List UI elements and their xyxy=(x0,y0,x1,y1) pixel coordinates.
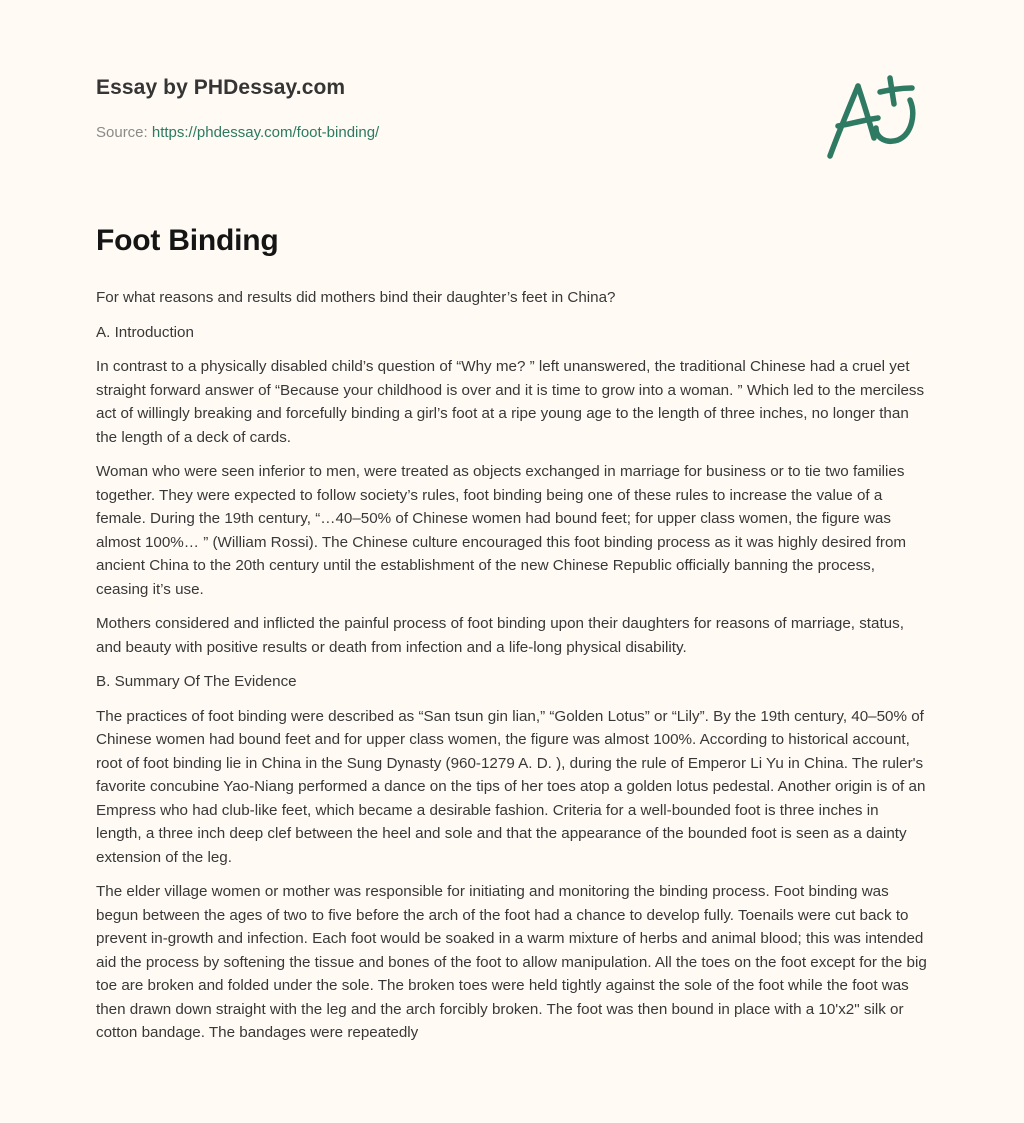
source-line xyxy=(96,124,379,141)
a-plus-grade-icon xyxy=(824,68,928,164)
paragraph: Mothers considered and inflicted the painful process of foot binding upon their daughters for reasons of marriage, status, and beauty with positive results or death from infection and a life-long physical disability. xyxy=(96,615,904,656)
page-header xyxy=(96,0,928,190)
section-heading-summary-of-evidence: B. Summary Of The Evidence xyxy=(96,673,297,690)
article-body xyxy=(96,286,928,1056)
paragraph: In contrast to a physically disabled child’s question of “Why me? ” left unanswered, the traditional Chinese had a cruel yet straight forward answer of “Because your childhood is over and it is time to grow into a woman. ” Which led to the merciless act of willingly breaking and forcefully binding a girl’s foot at a ripe young age to the length of three inches, no longer than the length of a deck of cards. xyxy=(96,358,925,446)
source-label: Source: xyxy=(96,124,152,141)
essay-page xyxy=(96,0,928,1041)
brand-title: Essay by PHDessay.com xyxy=(96,76,346,99)
source-link[interactable]: https://phdessay.com/foot-binding/ xyxy=(151,124,380,141)
paragraph: The practices of foot binding were described as “San tsun gin lian,” “Golden Lotus” or “Lily”. By the 19th century, 40–50% of Chinese women had bound feet and for upper class women, the figure was almost 100%. According to historical account, root of foot binding lie in China in the Sung Dynasty (960-1279 A. D. ), during the rule of Emperor Li Yu in China. The ruler's favorite concubine Yao-Niang performed a dance on the tips of her toes atop a golden lotus pedestal. Another origin is of an Empress who had club-like feet, which became a desirable fashion. Criteria for a well-bounded foot is three inches in length, a three inch deep clef between the heel and sole and that the appearance of the bounded foot is seen as a dainty extension of the leg. xyxy=(96,707,926,866)
paragraph: Woman who were seen inferior to men, were treated as objects exchanged in marriage for business or to tie two families together. They were expected to follow society’s rules, foot binding being one of these rules to increase the value of a female. During the 19th century, “…40–50% of Chinese women had bound feet; for upper class women, the figure was almost 100%… ” (William Rossi). The Chinese culture encouraged this foot binding process as it was highly desired from ancient China to the 20th century until the establishment of the new Chinese Republic officially banning the process, ceasing it’s use. xyxy=(96,463,907,598)
lead-question: For what reasons and results did mothers bind their daughter’s feet in China? xyxy=(96,289,616,306)
section-heading-introduction: A. Introduction xyxy=(96,323,194,341)
article-title: Foot Binding xyxy=(96,224,279,257)
paragraph: The elder village women or mother was responsible for initiating and monitoring the binding process. Foot binding was begun between the ages of two to five before the arch of the foot had a chance to develop fully. Toenails were cut back to prevent in-growth and infection. Each foot would be soaked in a warm mixture of herbs and animal blood; this was intended aid the process by softening the tissue and bones of the foot to allow manipulation. All the toes on the foot except for the big toe are broken and folded under the sole. The broken toes were held tightly against the sole of the foot while the foot was then drawn down straight with the leg and the arch forcibly broken. The foot was then bound in place with a 10'x2" silk or cotton bandage. The bandages were repeatedly xyxy=(96,883,927,1041)
